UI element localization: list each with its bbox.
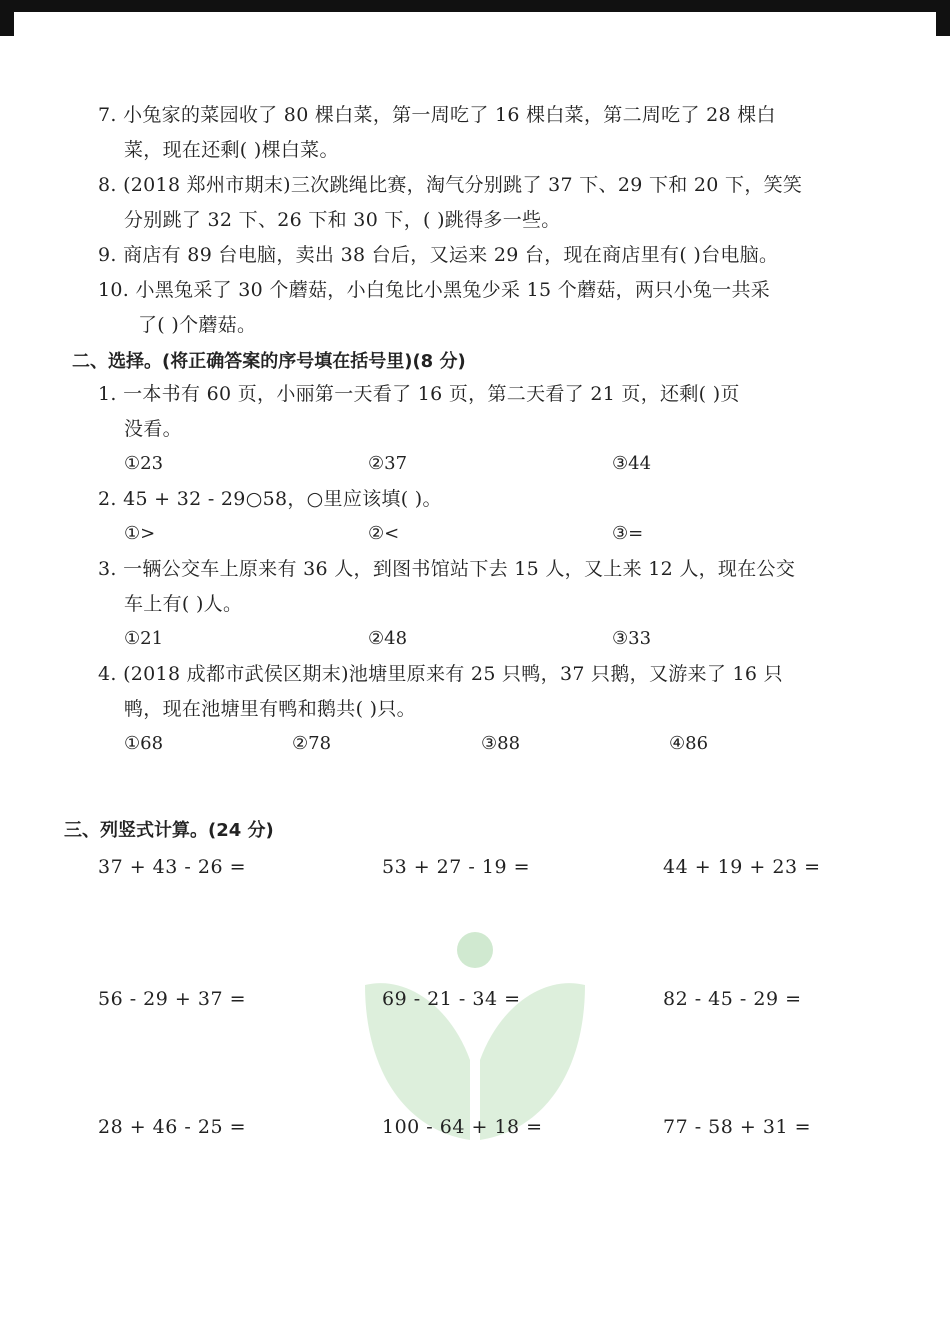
calc-r1-c1: 37 + 43 - 26 = <box>98 856 246 878</box>
choice-3-option-3: ③33 <box>612 628 652 649</box>
top-border-bar <box>0 0 950 12</box>
question-7-line-1: 7. 小兔家的菜园收了 80 棵白菜，第一周吃了 16 棵白菜，第二周吃了 28 棵白 <box>98 104 776 126</box>
question-8-line-1: 8. (2018 郑州市期末)三次跳绳比赛，淘气分别跳了 37 下、29 下和 20 下，笑笑 <box>98 174 803 196</box>
section-3-heading: 三、列竖式计算。(24 分) <box>64 820 274 841</box>
choice-4-option-3: ③88 <box>481 733 521 754</box>
question-9-line-1: 9. 商店有 89 台电脑，卖出 38 台后，又运来 29 台，现在商店里有( )台电脑。 <box>98 244 779 266</box>
choice-3-line-1: 3. 一辆公交车上原来有 36 人，到图书馆站下去 15 人，又上来 12 人，现在公交 <box>98 558 796 580</box>
calc-r2-c3: 82 - 45 - 29 = <box>663 988 802 1010</box>
choice-4-option-2: ②78 <box>292 733 332 754</box>
choice-4-option-1: ①68 <box>124 733 164 754</box>
choice-2-option-3: ③= <box>612 523 644 544</box>
choice-1-option-2: ②37 <box>368 453 408 474</box>
choice-3-option-1: ①21 <box>124 628 164 649</box>
choice-1-line-2: 没看。 <box>124 418 182 440</box>
choice-1-line-1: 1. 一本书有 60 页，小丽第一天看了 16 页，第二天看了 21 页，还剩( )页 <box>98 383 740 405</box>
question-10-line-1: 10. 小黑兔采了 30 个蘑菇，小白兔比小黑兔少采 15 个蘑菇，两只小兔一共采 <box>98 279 771 301</box>
calc-r2-c2: 69 - 21 - 34 = <box>382 988 521 1010</box>
choice-4-line-2: 鸭，现在池塘里有鸭和鹅共( )只。 <box>124 698 416 720</box>
choice-3-option-2: ②48 <box>368 628 408 649</box>
question-7-line-2: 菜，现在还剩( )棵白菜。 <box>124 139 339 161</box>
choice-4-option-4: ④86 <box>669 733 709 754</box>
calc-r3-c2: 100 - 64 + 18 = <box>382 1116 543 1138</box>
section-2-heading: 二、选择。(将正确答案的序号填在括号里)(8 分) <box>72 351 466 372</box>
left-border-mark <box>0 0 14 36</box>
choice-1-option-3: ③44 <box>612 453 652 474</box>
choice-1-option-1: ①23 <box>124 453 164 474</box>
page-top-border <box>0 0 950 40</box>
calc-r2-c1: 56 - 29 + 37 = <box>98 988 246 1010</box>
choice-3-line-2: 车上有( )人。 <box>124 593 243 615</box>
choice-2-line-1: 2. 45 + 32 - 29○58，○里应该填( )。 <box>98 488 442 510</box>
calc-r1-c3: 44 + 19 + 23 = <box>663 856 821 878</box>
calc-r3-c3: 77 - 58 + 31 = <box>663 1116 811 1138</box>
question-8-line-2: 分别跳了 32 下、26 下和 30 下，( )跳得多一些。 <box>124 209 561 231</box>
calc-r1-c2: 53 + 27 - 19 = <box>382 856 530 878</box>
question-10-line-2: 了( )个蘑菇。 <box>138 314 257 336</box>
calc-r3-c1: 28 + 46 - 25 = <box>98 1116 246 1138</box>
choice-2-option-1: ①> <box>124 523 156 544</box>
choice-4-line-1: 4. (2018 成都市武侯区期末)池塘里原来有 25 只鸭，37 只鹅，又游来了 16 只 <box>98 663 783 685</box>
right-border-mark <box>936 0 950 36</box>
choice-2-option-2: ②< <box>368 523 400 544</box>
